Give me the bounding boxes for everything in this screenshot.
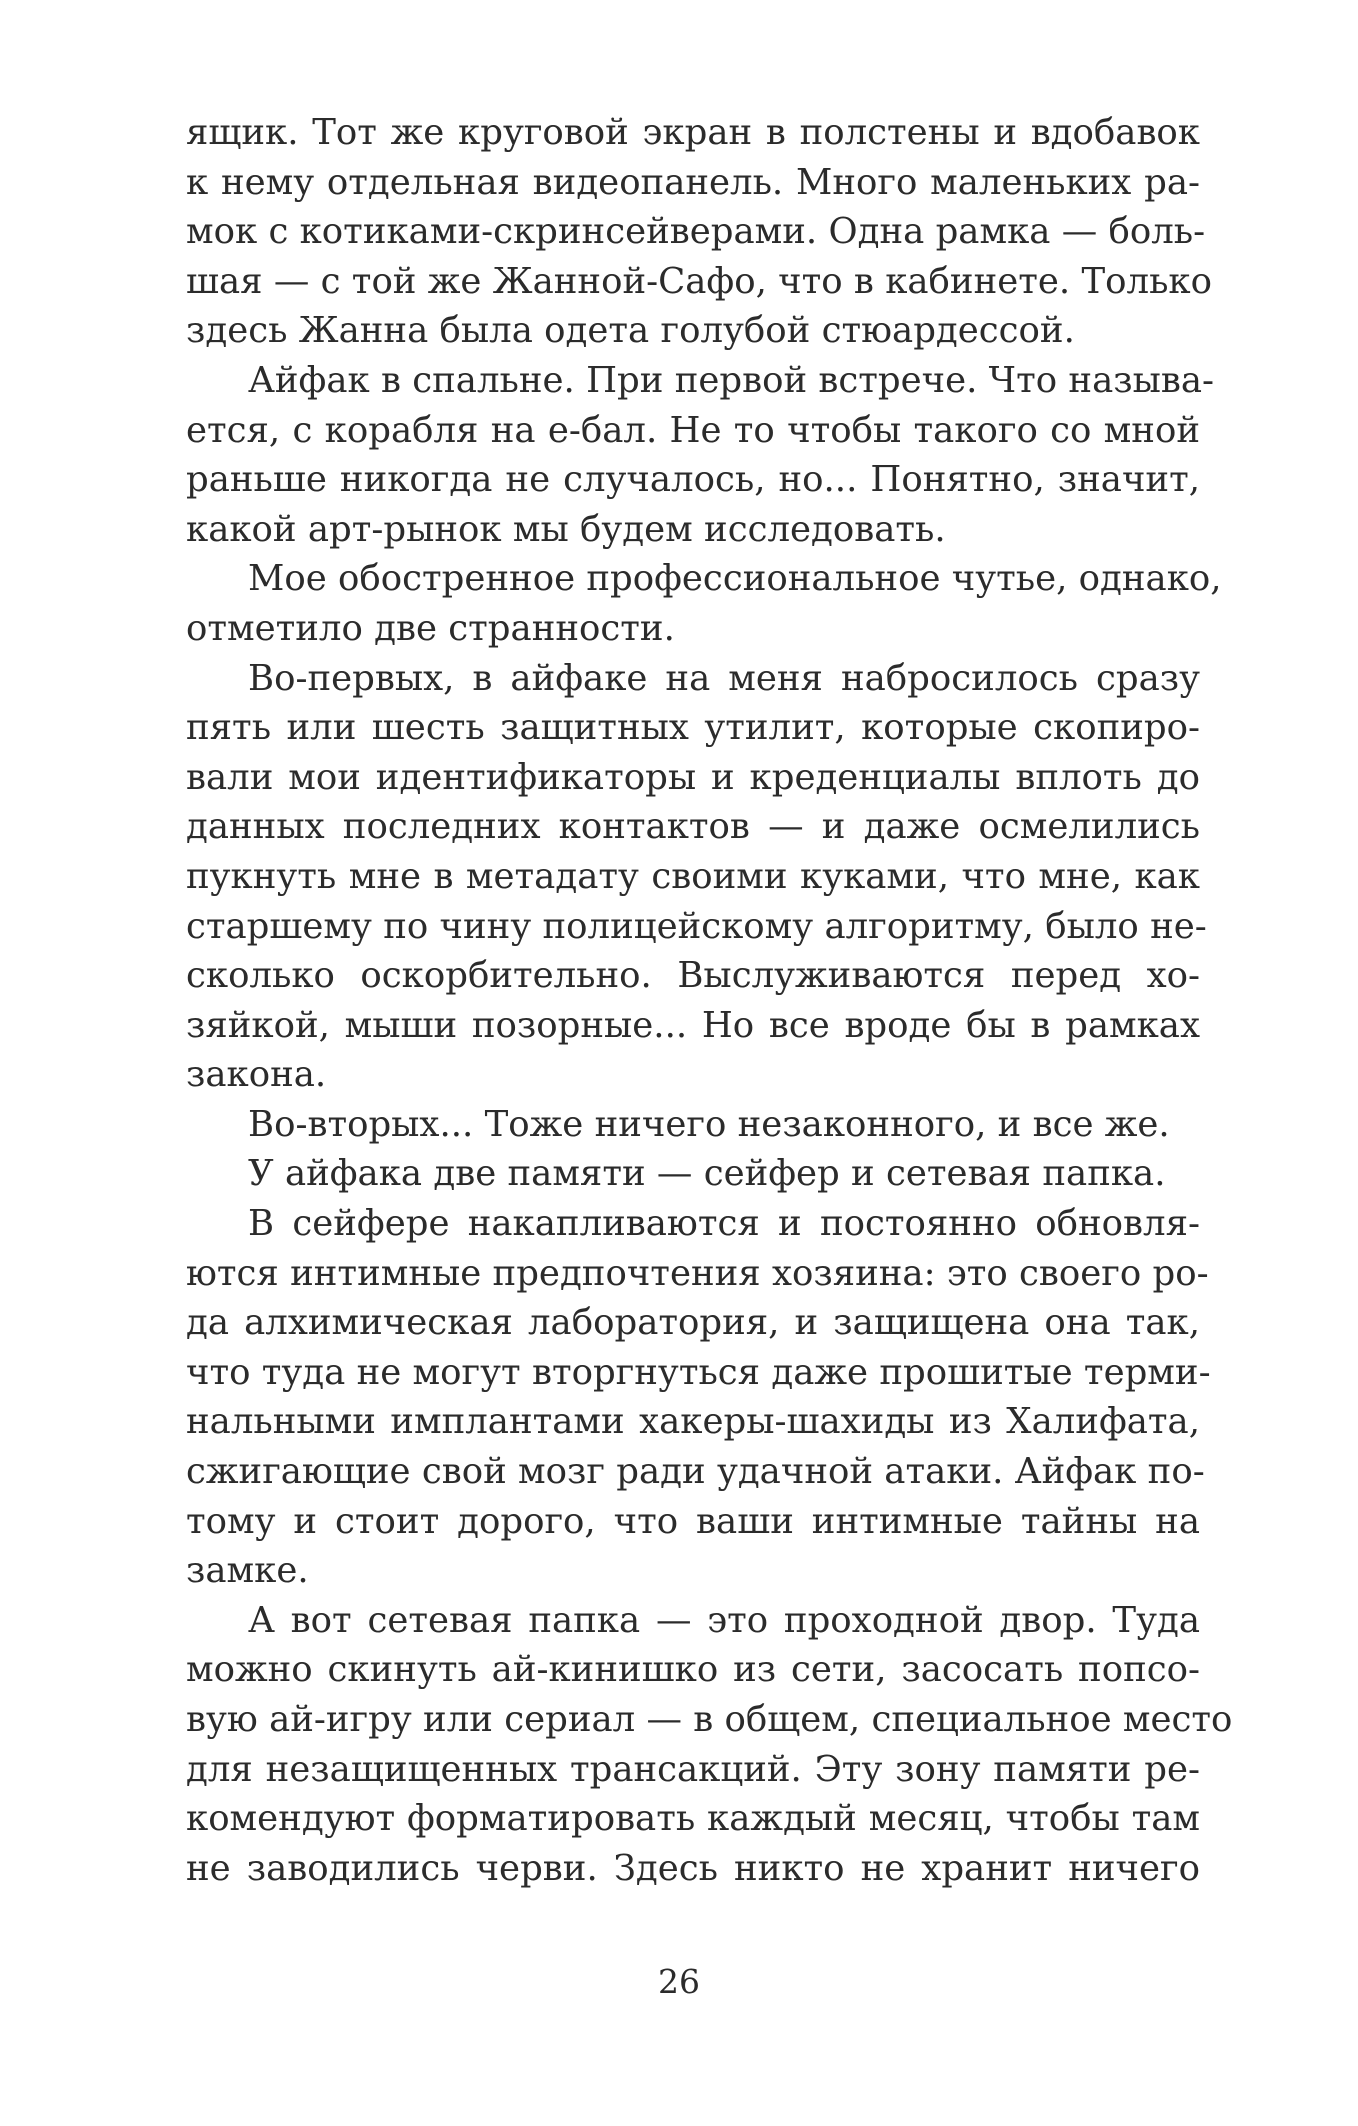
- text-line: А вот сетевая папка — это проходной двор. Туда: [248, 1599, 1200, 1641]
- text-line: зяйкой, мыши позорные... Но все вроде бы в рамках: [186, 1004, 1200, 1046]
- text-line: ются интимные предпочтения хозяина: это своего ро-: [186, 1252, 1209, 1294]
- text-line: вую ай-игру или сериал — в общем, специальное место: [186, 1699, 1233, 1740]
- text-line: отметило две странности.: [186, 607, 675, 649]
- page-number: 26: [658, 1962, 700, 2001]
- text-line: к нему отдельная видеопанель. Много маленьких ра-: [186, 161, 1200, 203]
- text-line: Мое обостренное профессиональное чутье, однако,: [248, 558, 1222, 600]
- text-line: какой арт-рынок мы будем исследовать.: [186, 508, 946, 550]
- text-line: данных последних контактов — и даже осмелились: [186, 806, 1200, 848]
- text-line: шая — с той же Жанной-Сафо, что в кабинете. Только: [186, 260, 1212, 302]
- text-line: мок с котиками-скринсейверами. Одна рамка — боль-: [186, 211, 1206, 253]
- text-line: Во-вторых... Тоже ничего незаконного, и все же.: [248, 1103, 1170, 1145]
- text-line: Айфак в спальне. При первой встрече. Что называ-: [248, 359, 1215, 401]
- text-line: сколько оскорбительно. Выслуживаются перед хо-: [186, 955, 1200, 997]
- text-line: пукнуть мне в метадату своими куками, что мне, как: [186, 855, 1200, 897]
- text-line: ящик. Тот же круговой экран в полстены и вдобавок: [186, 112, 1200, 153]
- text-line: закона.: [186, 1054, 327, 1096]
- text-line: замке.: [186, 1550, 309, 1592]
- text-line: В сейфере накапливаются и постоянно обновля-: [248, 1203, 1200, 1245]
- text-line: здесь Жанна была одета голубой стюардессой.: [186, 310, 1075, 352]
- text-line: тому и стоит дорого, что ваши интимные тайны на: [186, 1500, 1200, 1542]
- body-text: [186, 108, 1233, 1893]
- text-line: сжигающие свой мозг ради удачной атаки. Айфак по-: [186, 1451, 1205, 1493]
- text-line: раньше никогда не случалось, но... Понятно, значит,: [186, 459, 1200, 501]
- text-line: пять или шесть защитных утилит, которые скопиро-: [186, 707, 1200, 749]
- text-line: комендуют форматировать каждый месяц, чтобы там: [186, 1798, 1200, 1840]
- text-line: не заводились черви. Здесь никто не хранит ничего: [186, 1847, 1200, 1889]
- text-line: У айфака две памяти — сейфер и сетевая папка.: [248, 1153, 1166, 1195]
- text-line: Во-первых, в айфаке на меня набросилось сразу: [248, 657, 1200, 699]
- text-line: нальными имплантами хакеры-шахиды из Халифата,: [186, 1401, 1200, 1443]
- text-line: вали мои идентификаторы и креденциалы вплоть до: [186, 756, 1200, 798]
- text-line: старшему по чину полицейскому алгоритму, было не-: [186, 905, 1207, 947]
- text-line: для незащищенных трансакций. Эту зону памяти ре-: [186, 1748, 1200, 1790]
- text-line: ется, с корабля на е-бал. Не то чтобы такого со мной: [186, 409, 1200, 451]
- text-line: что туда не могут вторгнуться даже прошитые терми-: [186, 1351, 1211, 1393]
- text-line: да алхимическая лаборатория, и защищена она так,: [186, 1302, 1200, 1344]
- text-line: можно скинуть ай-кинишко из сети, засосать попсо-: [186, 1649, 1200, 1691]
